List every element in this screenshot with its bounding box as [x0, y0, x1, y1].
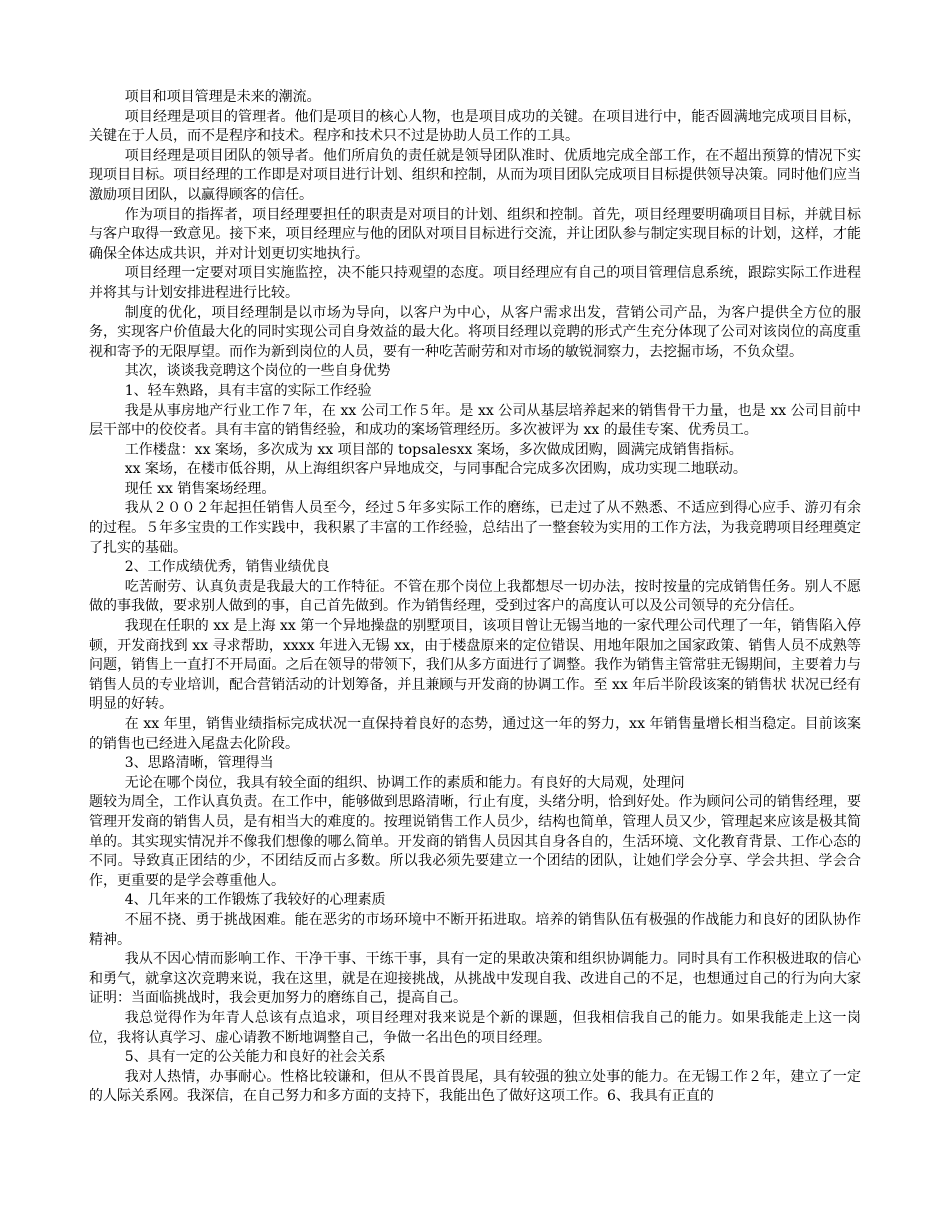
paragraph: 作为项目的指挥者，项目经理要担任的职责是对项目的计划、组织和控制。首先，项目经理要明确项目目标，并就目标与客户取得一致意见。接下来，项目经理应与他的团队对项目目标进行交流，并让团队参与制定实现目标的计划，这样，才能确保全体达成共识，并对计划更切实地执行。 [89, 206, 861, 262]
paragraph: 项目经理是项目团队的领导者。他们所肩负的责任就是领导团队准时、优质地完成全部工作，在不超出预算的情况下实现项目目标。项目经理的工作即是对项目进行计划、组织和控制，从而为项目团队完成项目目标提供领导决策。同时他们应当激励项目团队，以赢得顾客的信任。 [89, 147, 861, 203]
paragraph: 其次，谈谈我竞聘这个岗位的一些自身优势 [124, 363, 391, 380]
section-heading: 4、几年来的工作锻炼了我较好的心理素质 [124, 892, 386, 909]
paragraph: 制度的优化，项目经理制是以市场为导向，以客户为中心，从客户需求出发，营销公司产品，为客户提供全方位的服务，实现客户价值最大化的同时实现公司自身效益的最大化。将项目经理以竞聘的形式产生充分体现了公司对该岗位的高度重视和寄予的无限厚望。而作为新到岗位的人员，要有一种吃苦耐劳和对市场的敏锐洞察力，去挖掘市场，不负众望。 [89, 304, 861, 360]
paragraph: 在 xx 年里，销售业绩指标完成状况一直保持着良好的态势，通过这一年的努力，xx 年销售量增长相当稳定。目前该案的销售也已经进入尾盘去化阶段。 [89, 716, 861, 752]
section-heading: 2、工作成绩优秀，销售业绩优良 [124, 559, 330, 576]
section-heading: 5、具有一定的公关能力和良好的社会关系 [124, 1049, 386, 1066]
paragraph: 我总觉得作为年青人总该有点追求，项目经理对我来说是个新的课题，但我相信我自己的能力。如果我能走上这一岗位，我将认真学习、虚心请教不断地调整自己，争做一名出色的项目经理。 [89, 1009, 861, 1046]
paragraph: 我对人热情，办事耐心。性格比较谦和，但从不畏首畏尾，具有较强的独立处事的能力。在无锡工作２年，建立了一定的人际关系网。我深信，在自己努力和多方面的支持下，我能出色了做好这项工作。6、我具有正直的 [89, 1068, 861, 1105]
paragraph: 项目经理一定要对项目实施监控，决不能只持观望的态度。项目经理应有自己的项目管理信息系统，跟踪实际工作进程并将其与计划安排进程进行比较。 [89, 265, 861, 301]
paragraph: 我是从事房地产行业工作７年，在 xx 公司工作５年。是 xx 公司从基层培养起来的销售骨干力量，也是 xx 公司目前中层干部中的佼佼者。具有丰富的销售经验，和成功的案场管理经历。多次被评为 xx 的最佳专案、优秀员工。 [89, 402, 861, 439]
paragraph: 我从不因心情而影响工作、干净干事、干练干事，具有一定的果敢决策和组织协调能力。同时具有工作积极进取的信心和勇气，就拿这次竞聘来说，我在这里，就是在迎接挑战，从挑战中发现自我、改进自己的不足，也想通过自己的行为向大家证明：当面临挑战时，我会更加努力的磨练自己，提高自己。 [89, 951, 861, 1007]
paragraph: 我现在任职的 xx 是上海 xx 第一个异地操盘的别墅项目，该项目曾让无锡当地的一家代理公司代理了一年，销售陷入停顿，开发商找到 xx 寻求帮助，xxxx 年进入无锡 xx，由于楼盘原来的定位错误、用地年限加之国家政策、销售人员不成熟等问题，销售上一直打不开局面。之后在领导的带领下，我们从多方面进行了调整。我作为销售主管常驻无锡期间，主要着力与销售人员的专业培训，配合营销活动的计划筹备，并且兼顾与开发商的协调工作。至 xx 年后半阶段该案的销售状 状况已经有明显的好转。 [89, 618, 861, 713]
section-heading: 1、轻车熟路，具有丰富的实际工作经验 [124, 382, 372, 399]
document-page [89, 88, 861, 1107]
paragraph: 吃苦耐劳、认真负责是我最大的工作特征。不管在那个岗位上我都想尽一切办法，按时按量的完成销售任务。别人不愿做的事我做，要求别人做到的事，自己首先做到。作为销售经理，受到过客户的高度认可以及公司领导的充分信任。 [89, 578, 861, 615]
paragraph: 现任 xx 销售案场经理。 [124, 480, 276, 497]
paragraph: 无论在哪个岗位，我具有较全面的组织、协调工作的素质和能力。有良好的大局观，处理问 [124, 774, 685, 791]
section-heading: 3、思路清晰，管理得当 [124, 755, 274, 772]
paragraph: 我从２００２年起担任销售人员至今，经过５年多实际工作的磨练，已走过了从不熟悉、不适应到得心应手、游刃有余的过程。５年多宝贵的工作实践中，我积累了丰富的工作经验，总结出了一整套较为实用的工作方法，为我竞聘项目经理奠定了扎实的基础。 [89, 500, 861, 556]
paragraph: 项目经理是项目的管理者。他们是项目的核心人物，也是项目成功的关键。在项目进行中，能否圆满地完成项目目标，关键在于人员，而不是程序和技术。程序和技术只不过是协助人员工作的工具。 [89, 108, 861, 145]
paragraph: 题较为周全，工作认真负责。在工作中，能够做到思路清晰，行止有度，头绪分明，恰到好处。作为顾问公司的销售经理，要管理开发商的销售人员，是有相当大的难度的。按理说销售工作人员少，结构也简单，管理人员又少，管理起来应该是极其简单的。其实现实情况并不像我们想像的哪么简单。开发商的销售人员因其自身各自的，生活环境、文化教育背景、工作心态的不同。导致真正团结的少，不团结反而占多数。所以我必须先要建立一个团结的团队，让她们学会分享、学会共担、学会合作，更重要的是学会尊重他人。 [89, 794, 861, 889]
paragraph: 项目和项目管理是未来的潮流。 [124, 89, 321, 105]
paragraph: xx 案场，在楼市低谷期，从上海组织客户异地成交，与同事配合完成多次团购，成功实现二地联动。 [124, 461, 747, 478]
paragraph: 不屈不挠、勇于挑战困难。能在恶劣的市场环境中不断开拓进取。培养的销售队伍有极强的作战能力和良好的团队协作精神。 [89, 911, 861, 948]
paragraph: 工作楼盘：xx 案场，多次成为 xx 项目部的 topsalesxx 案场，多次做成团购，圆满完成销售指标。 [124, 441, 743, 458]
